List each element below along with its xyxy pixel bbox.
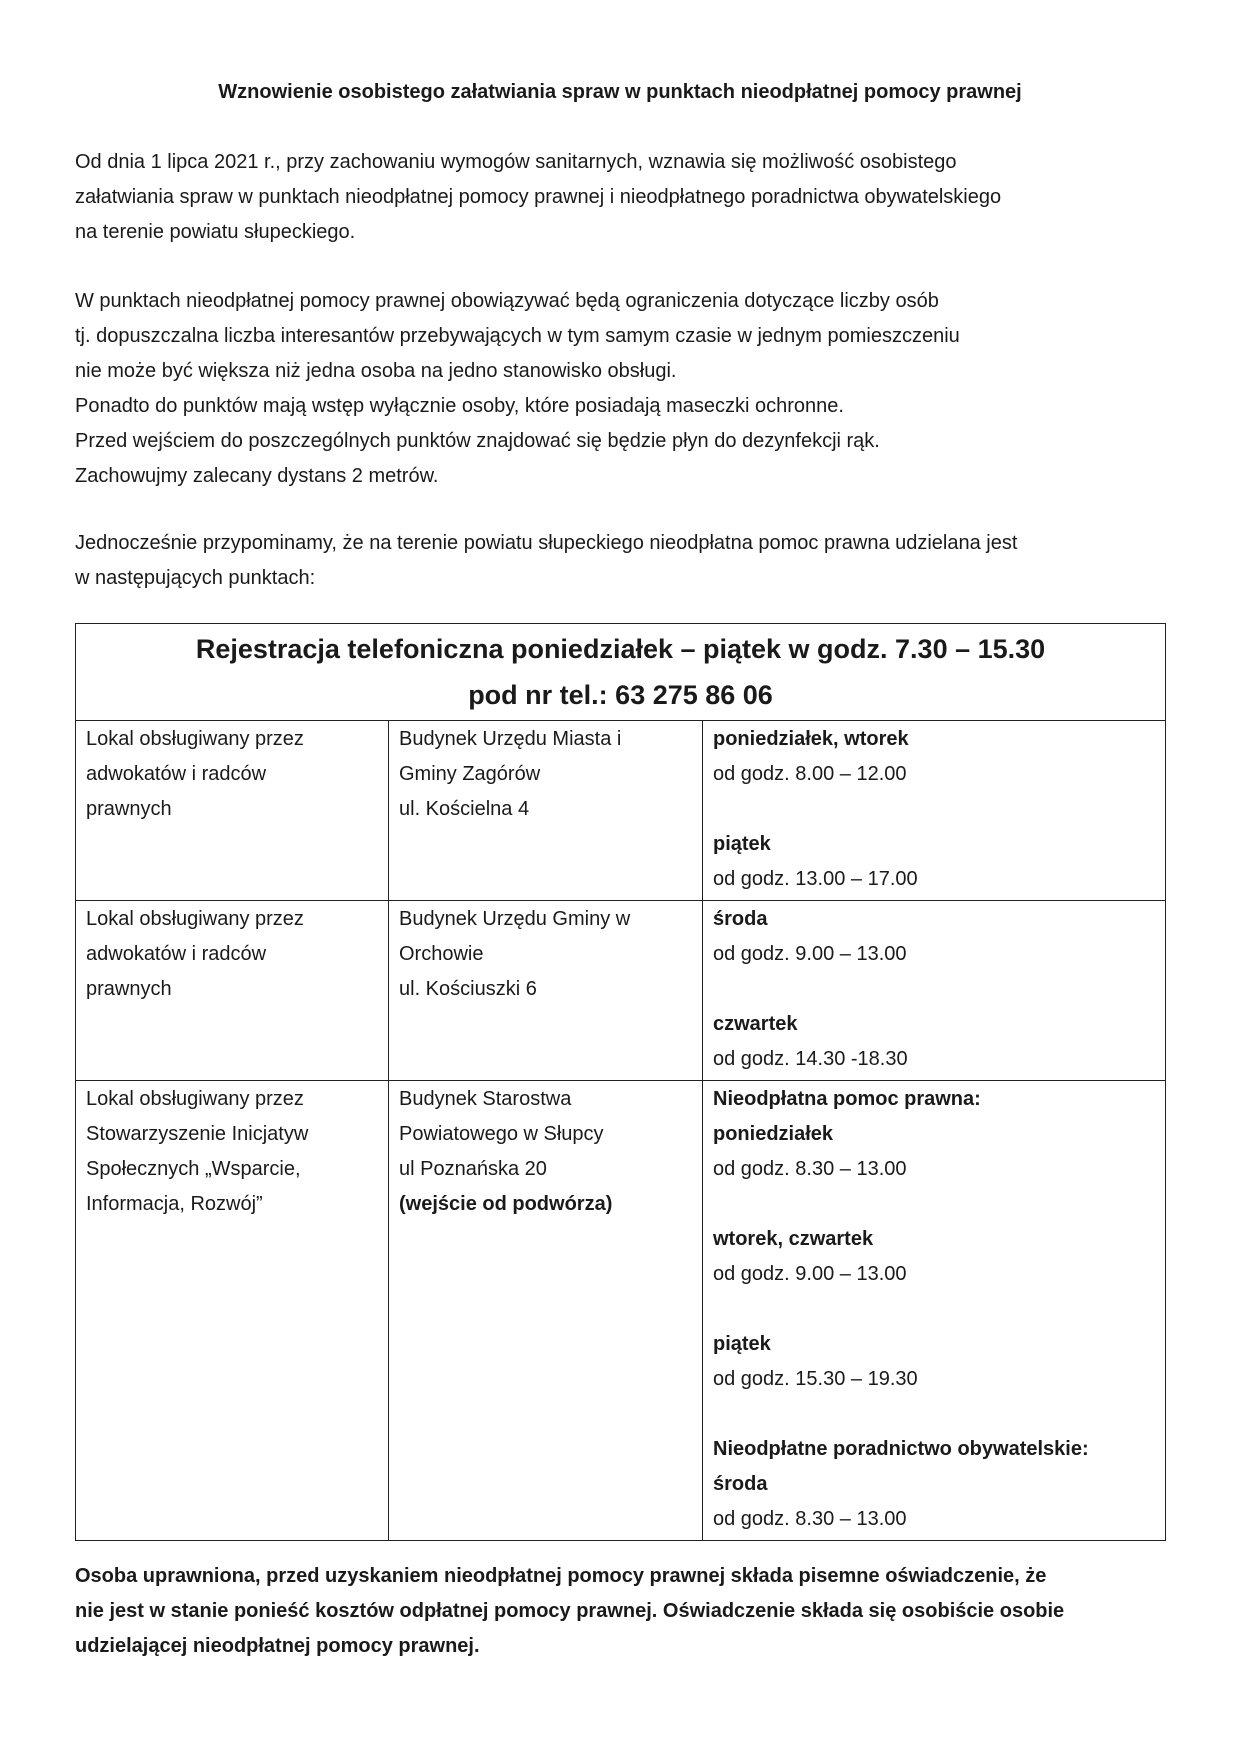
day-label: czwartek xyxy=(713,1013,798,1035)
paragraph-line: Ponadto do punktów mają wstęp wyłącznie osoby, które posiadają maseczki ochronne. xyxy=(75,395,844,417)
table-header-row xyxy=(76,624,1166,721)
time-range: od godz. 9.00 – 13.00 xyxy=(713,943,907,965)
document-title: Wznowienie osobistego załatwiania spraw w punktach nieodpłatnej pomocy prawnej xyxy=(218,81,1022,103)
day-label: wtorek, czwartek xyxy=(713,1228,874,1250)
operator-cell xyxy=(76,1081,389,1541)
eligibility-statement xyxy=(75,1559,1165,1664)
cell-line: Budynek Starostwa xyxy=(399,1088,572,1110)
hours-cell xyxy=(703,1081,1166,1541)
cell-line: ul. Kościuszki 6 xyxy=(399,978,537,1000)
table-row xyxy=(76,901,1166,1081)
day-label: piątek xyxy=(713,833,771,855)
cell-line: Budynek Urzędu Miasta i xyxy=(399,728,622,750)
paragraph-restrictions xyxy=(75,284,1165,494)
paragraph-line: nie może być większa niż jedna osoba na jedno stanowisko obsługi. xyxy=(75,360,677,382)
legal-aid-points-table xyxy=(75,623,1166,1541)
cell-line: Budynek Urzędu Gminy w xyxy=(399,908,631,930)
hours-cell xyxy=(703,721,1166,901)
cell-line: prawnych xyxy=(86,978,172,1000)
day-label: piątek xyxy=(713,1333,771,1355)
service-heading: Nieodpłatne poradnictwo obywatelskie: xyxy=(713,1438,1089,1460)
time-range: od godz. 9.00 – 13.00 xyxy=(713,1263,907,1285)
paragraph-line: Zachowujmy zalecany dystans 2 metrów. xyxy=(75,465,439,487)
location-cell xyxy=(389,901,703,1081)
hours-cell xyxy=(703,901,1166,1081)
entrance-note: (wejście od podwórza) xyxy=(399,1193,613,1215)
time-range: od godz. 8.00 – 12.00 xyxy=(713,763,907,785)
location-cell xyxy=(389,1081,703,1541)
cell-line: Powiatowego w Słupcy xyxy=(399,1123,604,1145)
day-label: poniedziałek xyxy=(713,1123,834,1145)
time-range: od godz. 14.30 -18.30 xyxy=(713,1048,908,1070)
paragraph-line: w następujących punktach: xyxy=(75,567,316,589)
cell-line: Lokal obsługiwany przez xyxy=(86,728,304,750)
time-range: od godz. 15.30 – 19.30 xyxy=(713,1368,918,1390)
paragraph-line: W punktach nieodpłatnej pomocy prawnej obowiązywać będą ograniczenia dotyczące liczby osób xyxy=(75,290,939,312)
cell-line: ul. Kościelna 4 xyxy=(399,798,530,820)
cell-line: Orchowie xyxy=(399,943,484,965)
cell-line: Gminy Zagórów xyxy=(399,763,541,785)
time-range: od godz. 8.30 – 13.00 xyxy=(713,1508,907,1530)
paragraph-line: Przed wejściem do poszczególnych punktów znajdować się będzie płyn do dezynfekcji rąk. xyxy=(75,430,880,452)
registration-hours: Rejestracja telefoniczna poniedziałek – piątek w godz. 7.30 – 15.30 xyxy=(195,634,1046,664)
cell-line: Informacja, Rozwój” xyxy=(86,1193,263,1215)
paragraph-line: udzielającej nieodpłatnej pomocy prawnej. xyxy=(75,1635,480,1657)
paragraph-line: na terenie powiatu słupeckiego. xyxy=(75,221,356,243)
cell-line: Stowarzyszenie Inicjatyw xyxy=(86,1123,309,1145)
cell-line: ul Poznańska 20 xyxy=(399,1158,547,1180)
paragraph-line: Od dnia 1 lipca 2021 r., przy zachowaniu wymogów sanitarnych, wznawia się możliwość osobistego xyxy=(75,151,957,173)
registration-phone: pod nr tel.: 63 275 86 06 xyxy=(468,680,773,710)
table-row xyxy=(76,1081,1166,1541)
operator-cell xyxy=(76,721,389,901)
paragraph-line: Osoba uprawniona, przed uzyskaniem nieodpłatnej pomocy prawnej składa pisemne oświadczenie, że xyxy=(75,1565,1047,1587)
paragraph-reopening xyxy=(75,145,1165,250)
table-row xyxy=(76,721,1166,901)
paragraph-line: Jednocześnie przypominamy, że na terenie powiatu słupeckiego nieodpłatna pomoc prawna udzielana jest xyxy=(75,532,1018,554)
day-label: środa xyxy=(713,1473,768,1495)
time-range: od godz. 8.30 – 13.00 xyxy=(713,1158,907,1180)
operator-cell xyxy=(76,901,389,1081)
cell-line: prawnych xyxy=(86,798,172,820)
cell-line: Społecznych „Wsparcie, xyxy=(86,1158,301,1180)
cell-line: Lokal obsługiwany przez xyxy=(86,1088,304,1110)
paragraph-line: tj. dopuszczalna liczba interesantów przebywających w tym samym czasie w jednym pomieszczeniu xyxy=(75,325,960,347)
time-range: od godz. 13.00 – 17.00 xyxy=(713,868,918,890)
paragraph-line: nie jest w stanie ponieść kosztów odpłatnej pomocy prawnej. Oświadczenie składa się osobiście osobie xyxy=(75,1600,1065,1622)
day-label: poniedziałek, wtorek xyxy=(713,728,909,750)
day-label: środa xyxy=(713,908,768,930)
location-cell xyxy=(389,721,703,901)
cell-line: Lokal obsługiwany przez xyxy=(86,908,304,930)
registration-header xyxy=(76,624,1166,721)
paragraph-line: załatwiania spraw w punktach nieodpłatnej pomocy prawnej i nieodpłatnego poradnictwa obywatelskiego xyxy=(75,186,1002,208)
cell-line: adwokatów i radców xyxy=(86,763,267,785)
paragraph-reminder xyxy=(75,526,1165,596)
cell-line: adwokatów i radców xyxy=(86,943,267,965)
service-heading: Nieodpłatna pomoc prawna: xyxy=(713,1088,981,1110)
